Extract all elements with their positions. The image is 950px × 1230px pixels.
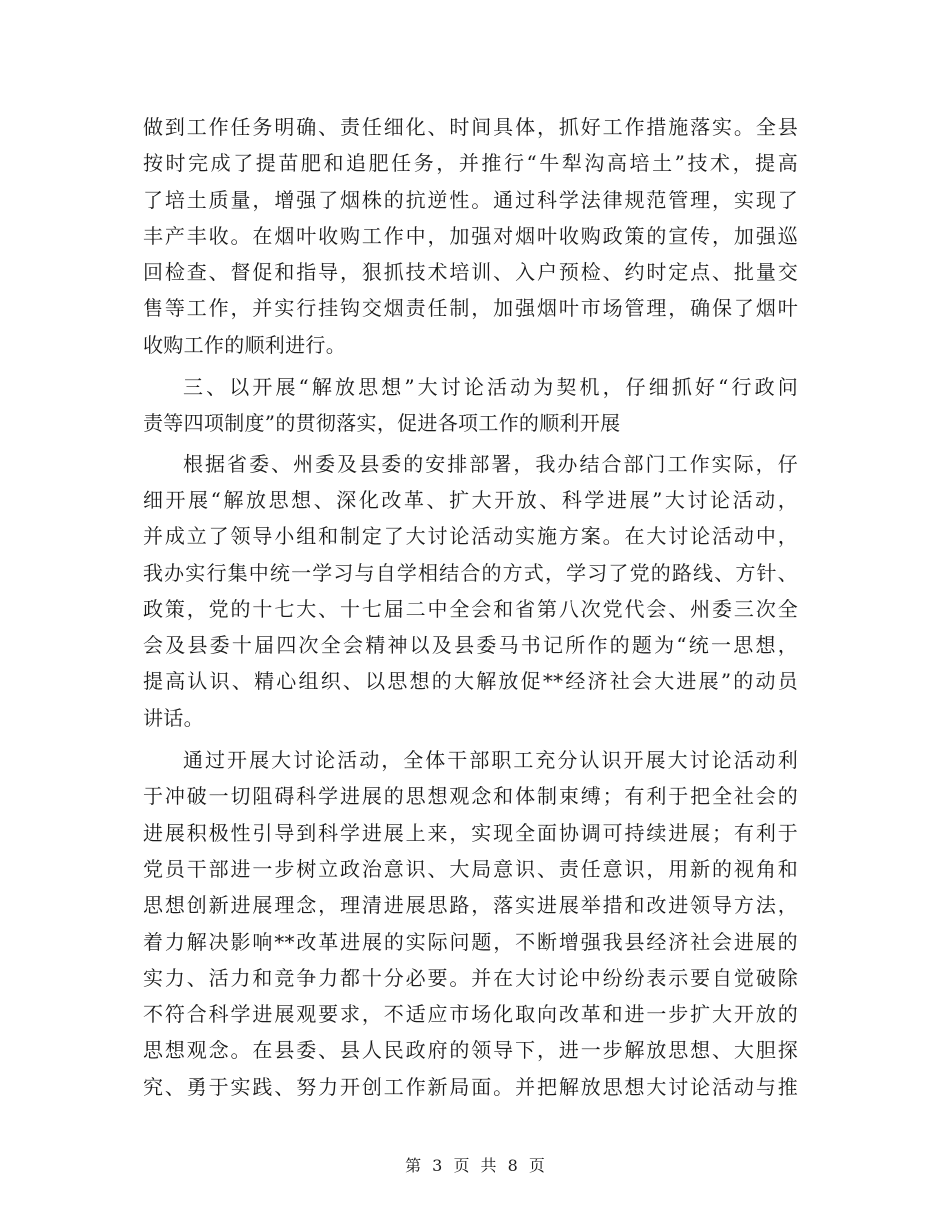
text-line: 并成立了领导小组和制定了大讨论活动实施方案。在大讨论活动中，	[143, 524, 798, 549]
text-line: 回检查、督促和指导，狠抓技术培训、入户预检、约时定点、批量交	[143, 260, 798, 285]
text-line: 讲话。	[143, 705, 204, 730]
text-line: 根据省委、州委及县委的安排部署，我办结合部门工作实际，仔	[183, 451, 798, 476]
text-line: 于冲破一切阻碍科学进展的思想观念和体制束缚；有利于把全社会的	[143, 784, 798, 809]
text-line: 做到工作任务明确、责任细化、时间具体，抓好工作措施落实。全县	[143, 115, 798, 139]
text-line: 进展积极性引导到科学进展上来，实现全面协调可持续进展；有利于	[143, 820, 798, 845]
text-line: 思想创新进展理念，理清进展思路，落实进展举措和改进领导方法，	[143, 893, 798, 918]
text-line: 了培土质量，增强了烟株的抗逆性。通过科学法律规范管理，实现了	[143, 187, 798, 212]
text-line: 通过开展大讨论活动，全体干部职工充分认识开展大讨论活动利	[183, 748, 798, 773]
text-line: 售等工作，并实行挂钩交烟责任制，加强烟叶市场管理，确保了烟叶	[143, 296, 798, 321]
text-line: 细开展“解放思想、深化改革、扩大开放、科学进展”大讨论活动，	[143, 487, 798, 512]
page-number-footer: 第 3 页 共 8 页	[405, 1156, 545, 1175]
text-line: 会及县委十届四次全会精神以及县委马书记所作的题为“统一思想，	[143, 633, 798, 658]
text-line: 按时完成了提苗肥和追肥任务，并推行“牛犁沟高培土”技术，提高	[143, 151, 798, 176]
text-line: 责等四项制度”的贯彻落实，促进各项工作的顺利开展	[143, 411, 621, 436]
text-line: 三、以开展“解放思想”大讨论活动为契机，仔细抓好“行政问	[183, 375, 798, 400]
document-body	[143, 109, 798, 1105]
text-line: 党员干部进一步树立政治意识、大局意识、责任意识，用新的视角和	[143, 856, 798, 881]
paragraph-1	[143, 109, 798, 363]
text-line: 政策，党的十七大、十七届二中全会和省第八次党代会、州委三次全	[143, 596, 798, 621]
text-line: 我办实行集中统一学习与自学相结合的方式，学习了党的路线、方针、	[143, 560, 798, 585]
text-line: 收购工作的顺利进行。	[143, 332, 346, 357]
text-line: 实力、活力和竞争力都十分必要。并在大讨论中纷纷表示要自觉破除	[143, 965, 798, 990]
text-line: 着力解决影响**改革进展的实际问题，不断增强我县经济社会进展的	[143, 929, 798, 954]
text-line: 提高认识、精心组织、以思想的大解放促**经济社会大进展”的动员	[143, 669, 798, 694]
section-heading-three	[143, 369, 798, 442]
text-line: 思想观念。在县委、县人民政府的领导下，进一步解放思想、大胆探	[143, 1038, 798, 1063]
paragraph-3	[143, 742, 798, 1105]
text-line: 丰产丰收。在烟叶收购工作中，加强对烟叶收购政策的宣传，加强巡	[143, 223, 798, 248]
text-line: 究、勇于实践、努力开创工作新局面。并把解放思想大讨论活动与推	[143, 1074, 798, 1099]
text-line: 不符合科学进展观要求，不适应市场化取向改革和进一步扩大开放的	[143, 1002, 798, 1027]
paragraph-2	[143, 446, 798, 736]
